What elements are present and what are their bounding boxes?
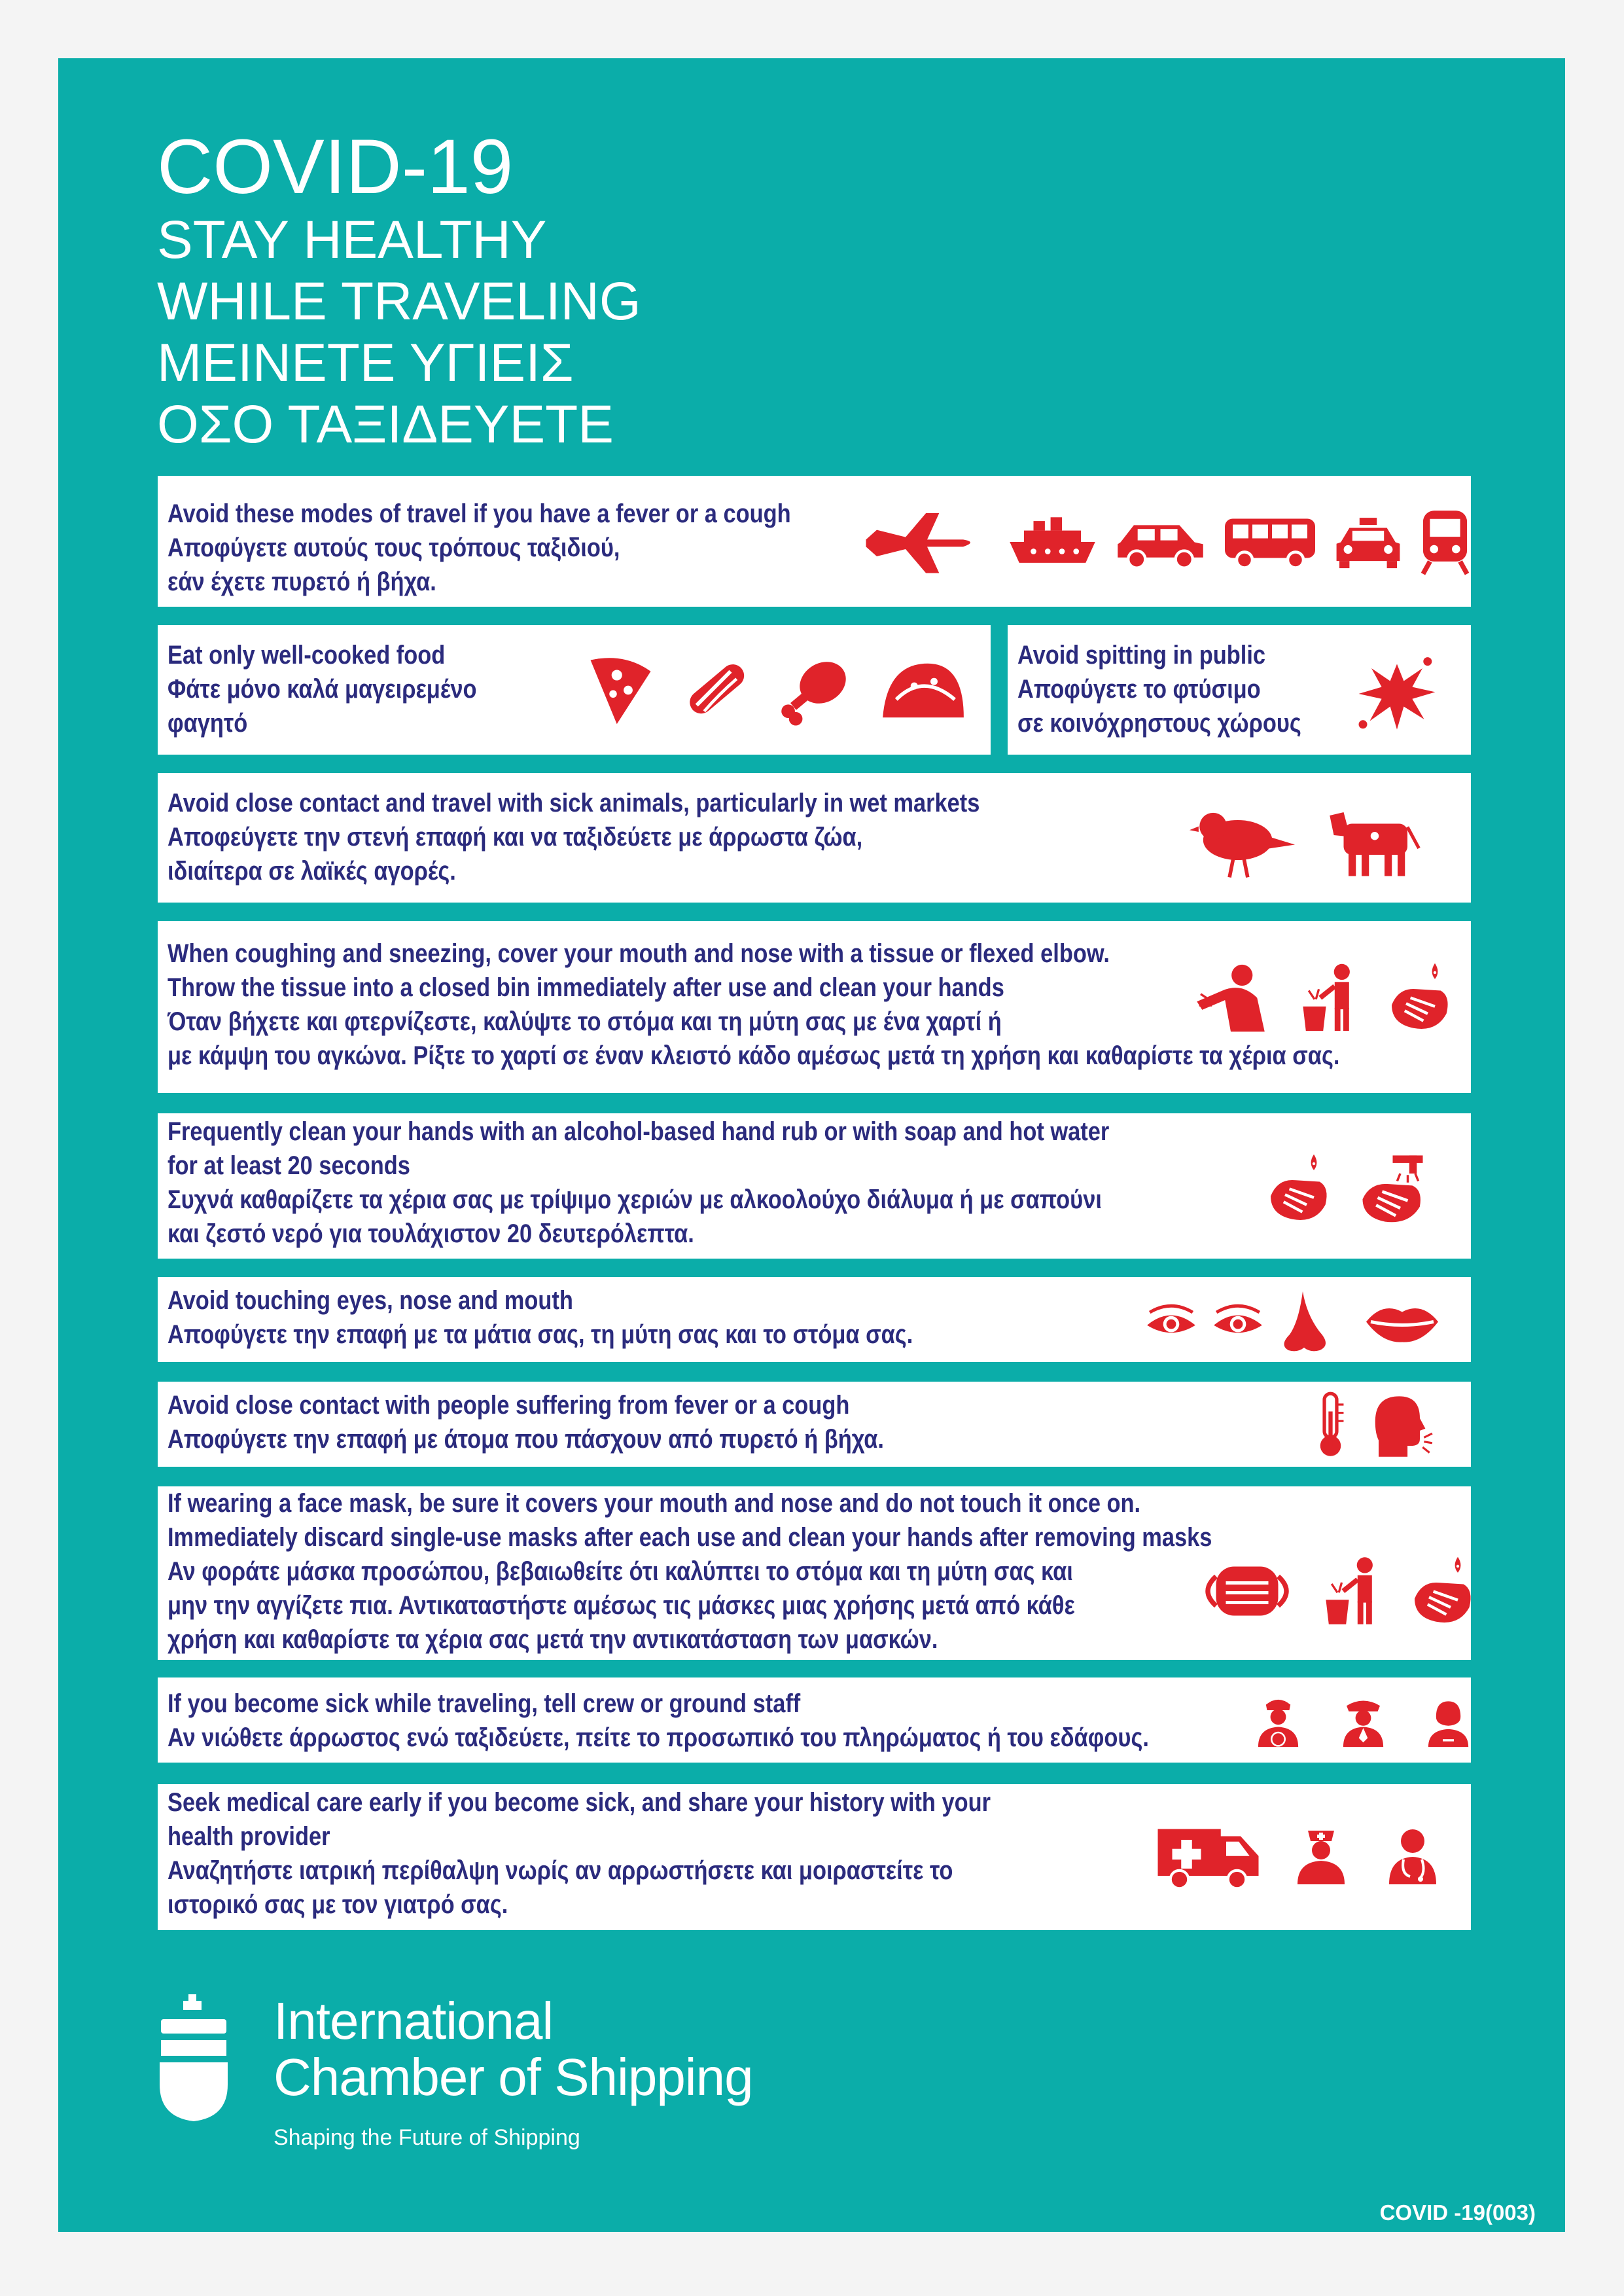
hand-sanitizer-icon — [1263, 1148, 1335, 1230]
ship-icon — [1005, 509, 1100, 575]
card-line: ιδιαίτερα σε λαϊκές αγορές. — [168, 857, 456, 886]
card-line: Eat only well-cooked food — [168, 641, 446, 670]
card-handwash — [158, 1113, 1471, 1259]
document-code: COVID -19(003) — [1379, 2200, 1536, 2225]
card-contact-text — [168, 1388, 884, 1456]
card-line: Όταν βήχετε και φτερνίζεστε, καλύψτε το στόμα και τη μύτη σας με ένα χαρτί ή — [168, 1007, 1002, 1036]
card-sick — [158, 1677, 1471, 1763]
card-line: health provider — [168, 1822, 330, 1851]
bin-person-icon — [1316, 1552, 1388, 1630]
card-line: Immediately discard single-use masks after each use and clean your hands after removing masks — [168, 1523, 1212, 1552]
taxi-icon — [1332, 511, 1404, 573]
bird-icon — [1185, 799, 1299, 881]
thermometer-icon — [1313, 1391, 1349, 1460]
pizza-icon — [583, 653, 658, 728]
card-medical — [158, 1784, 1471, 1930]
card-animals-text — [168, 786, 980, 888]
card-line: Avoid these modes of travel if you have a fever or a cough — [168, 499, 791, 528]
card-line: Φάτε μόνο καλά μαγειρεμένο — [168, 675, 477, 704]
card-line: Αποφύγετε αυτούς τους τρόπους ταξιδιού, — [168, 533, 620, 562]
card-line: Αποφύγετε την επαφή με τα μάτια σας, τη μύτη σας και το στόμα σας. — [168, 1320, 913, 1349]
card-line: When coughing and sneezing, cover your mouth and nose with a tissue or flexed elbow. — [168, 939, 1110, 968]
coughing-head-icon — [1365, 1391, 1434, 1460]
car-icon — [1113, 511, 1208, 573]
airplane-icon — [848, 506, 992, 578]
title-line-2: WHILE TRAVELING — [157, 272, 641, 331]
card-handwash-icons — [1263, 1146, 1430, 1231]
card-line: φαγητό — [168, 709, 248, 738]
card-medical-text — [168, 1785, 991, 1922]
card-spitting — [1008, 625, 1471, 755]
chicken-leg-icon — [773, 653, 858, 728]
captain-icon — [1250, 1692, 1306, 1751]
flight-attendant-icon — [1421, 1692, 1476, 1751]
card-line: Avoid close contact and travel with sick animals, particularly in wet markets — [168, 789, 980, 817]
eye-icon — [1144, 1302, 1198, 1341]
card-touching-text — [168, 1283, 913, 1352]
card-line: Αποφύγετε την επαφή με άτομα που πάσχουν από πυρετό ή βήχα. — [168, 1425, 884, 1454]
cow-icon — [1316, 799, 1434, 881]
card-coughing-icons — [1188, 960, 1456, 1035]
brand-name-line-1: International — [274, 1992, 554, 2050]
sneezing-person-icon — [1188, 960, 1273, 1035]
card-line: μην την αγγίζετε πια. Αντικαταστήστε αμέσως τις μάσκες μιας χρήσης μετά από κάθε — [168, 1591, 1075, 1620]
ambulance-icon — [1154, 1818, 1262, 1890]
taco-icon — [877, 655, 969, 726]
face-mask-icon — [1198, 1558, 1296, 1624]
card-line: ιστορικό σας με τον γιατρό σας. — [168, 1890, 508, 1919]
card-line: Αν φοράτε μάσκα προσώπου, βεβαιωθείτε ότι καλύπτει το στόμα και τη μύτη σας και — [168, 1557, 1073, 1586]
card-line: Αποφεύγετε την στενή επαφή και να ταξιδεύετε με άρρωστα ζώα, — [168, 823, 863, 852]
hand-washing-icon — [1355, 1146, 1430, 1231]
card-line: με κάμψη του αγκώνα. Ρίξτε το χαρτί σε έναν κλειστό κάδο αμέσως μετά τη χρήση και καθαρίστε τα χέρια σας. — [168, 1041, 1340, 1070]
card-spitting-icons — [1354, 651, 1439, 736]
ics-logo-icon — [154, 1993, 233, 2124]
card-contact-icons — [1313, 1391, 1434, 1460]
card-line: Frequently clean your hands with an alcohol-based hand rub or with soap and hot water — [168, 1117, 1110, 1146]
card-mask-icons — [1198, 1552, 1479, 1630]
card-sick-icons — [1250, 1692, 1476, 1751]
card-line: for at least 20 seconds — [168, 1151, 410, 1180]
card-line: σε κοινόχρηστους χώρους — [1017, 709, 1301, 738]
card-line: εάν έχετε πυρετό ή βήχα. — [168, 567, 436, 596]
card-line: Αποφύγετε το φτύσιμο — [1017, 675, 1261, 704]
bin-person-icon — [1293, 960, 1365, 1035]
brand-block — [274, 1993, 753, 2151]
lips-icon — [1363, 1297, 1441, 1346]
brand-name-line-2: Chamber of Shipping — [274, 2048, 753, 2106]
poster-title-block — [157, 124, 641, 456]
card-coughing-text — [168, 937, 1339, 1073]
card-line: If wearing a face mask, be sure it covers your mouth and nose and do not touch it once on. — [168, 1489, 1141, 1518]
bus-icon — [1221, 511, 1319, 573]
card-line: Seek medical care early if you become sick, and share your history with your — [168, 1788, 991, 1817]
pilot-icon — [1335, 1692, 1391, 1751]
eye-icon — [1211, 1302, 1265, 1341]
card-line: Avoid touching eyes, nose and mouth — [168, 1286, 573, 1315]
card-line: χρήση και καθαρίστε τα χέρια σας μετά την αντικατάσταση των μασκών. — [168, 1625, 938, 1654]
hotdog-icon — [678, 653, 753, 728]
card-food-text — [168, 638, 477, 740]
card-medical-icons — [1154, 1818, 1445, 1890]
card-travel-text — [168, 497, 791, 599]
doctor-icon — [1380, 1818, 1445, 1890]
card-food-icons — [583, 653, 969, 728]
nurse-icon — [1288, 1818, 1354, 1890]
title-line-1: STAY HEALTHY — [157, 210, 547, 270]
card-line: If you become sick while traveling, tell crew or ground staff — [168, 1689, 801, 1718]
card-animals — [158, 773, 1471, 903]
card-coughing — [158, 921, 1471, 1093]
card-mask — [158, 1486, 1471, 1660]
card-line: Συχνά καθαρίζετε τα χέρια σας με τρίψιμο χεριών με αλκοολούχο διάλυμα ή με σαπούνι — [168, 1185, 1102, 1214]
card-line: και ζεστό νερό για τουλάχιστον 20 δευτερόλεπτα. — [168, 1219, 694, 1248]
card-spitting-text — [1017, 638, 1301, 740]
nose-icon — [1278, 1289, 1330, 1354]
card-mask-text — [168, 1486, 1212, 1657]
card-line: Throw the tissue into a closed bin immediately after use and clean your hands — [168, 973, 1004, 1002]
brand-tagline: Shaping the Future of Shipping — [274, 2125, 580, 2150]
poster-title: COVID-19 — [157, 124, 514, 210]
hand-sanitizer-icon — [1385, 960, 1456, 1035]
card-animals-icons — [1185, 799, 1434, 881]
card-travel — [158, 476, 1471, 607]
card-touching — [158, 1277, 1471, 1362]
card-sick-text — [168, 1687, 1149, 1755]
card-line: Avoid close contact with people suffering from fever or a cough — [168, 1391, 850, 1420]
train-icon — [1417, 508, 1473, 577]
title-line-3: ΜΕΙΝΕΤΕ ΥΓΙΕΙΣ — [157, 333, 574, 393]
card-line: Αν νιώθετε άρρωστος ενώ ταξιδεύετε, πείτε το προσωπικό του πληρώματος ή του εδάφους. — [168, 1723, 1149, 1752]
card-food — [158, 625, 991, 755]
card-line: Avoid spitting in public — [1017, 641, 1266, 670]
hand-sanitizer-icon — [1407, 1554, 1479, 1629]
card-touching-icons — [1144, 1289, 1441, 1354]
card-contact — [158, 1382, 1471, 1467]
card-travel-icons — [848, 506, 1473, 578]
splat-icon — [1354, 651, 1439, 736]
card-handwash-text — [168, 1115, 1109, 1251]
card-line: Αναζητήστε ιατρική περίθαλψη νωρίς αν αρρωστήσετε και μοιραστείτε το — [168, 1856, 953, 1885]
title-line-4: ΟΣΟ ΤΑΞΙΔΕΥΕΤΕ — [157, 395, 614, 454]
